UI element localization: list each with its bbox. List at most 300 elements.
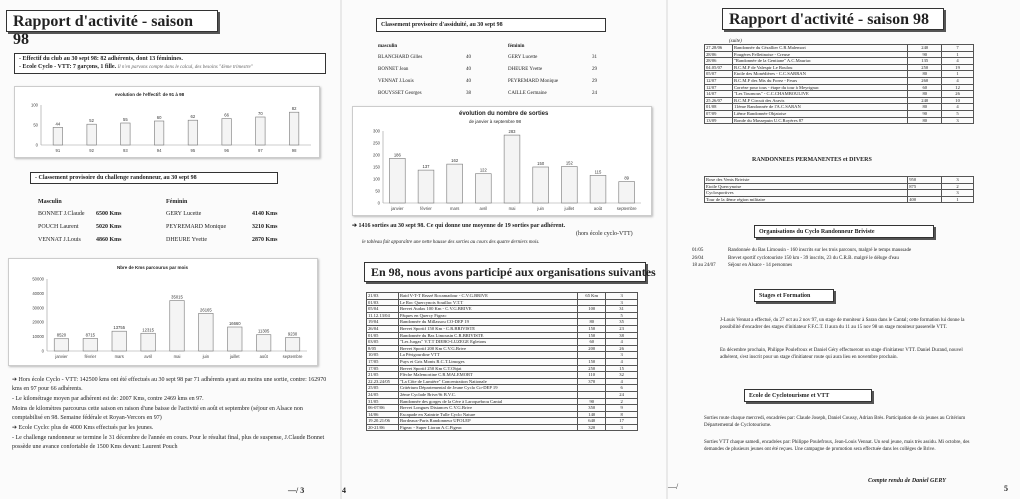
table-cell: 19	[942, 64, 974, 71]
masculin-kms: 6500 Kms	[96, 211, 122, 217]
kms-chart-title: Nbre de Kms parcourus par mois	[117, 265, 189, 270]
y-tick-label: 0	[377, 200, 380, 206]
bar-value-label: 283	[508, 129, 516, 135]
kms-chart	[8, 258, 318, 366]
feminin-label-2: féminin	[508, 44, 525, 49]
bar-value-label: 11305	[257, 328, 270, 334]
bar	[83, 338, 97, 351]
table-cell: Tour de la 4ème région militaire	[705, 196, 908, 203]
masculin-name: BONNET J.Claude	[38, 211, 85, 217]
cyclo-desc: Brevet sportif cyclotouriste 150 km - 39 inscrits, 23 du C.R.B. malgré le déluge d'eau	[728, 255, 899, 261]
bar-value-label: 62	[190, 114, 196, 120]
x-tick-label: avril	[479, 206, 488, 211]
bar	[447, 164, 463, 203]
sorties-note: (hors école cyclo-VTT)	[576, 231, 633, 237]
table-cell: 80	[908, 104, 942, 111]
table-cell: Randonnée du Cézallier C.R.Malemort	[732, 45, 907, 52]
bar-value-label: 13755	[113, 325, 126, 331]
bar-value-label: 55	[123, 117, 128, 122]
bar-value-label: 137	[422, 164, 430, 170]
assiduite-masculin-count: 38	[466, 91, 471, 96]
y-tick-label: 50000	[32, 276, 44, 282]
table-cell: 28/06	[705, 58, 733, 65]
bar	[188, 120, 197, 145]
bar	[619, 182, 635, 203]
bullet-item: Moins de kilomètres parcourus cette saison en raison d'une baisse de l'activité en août et septembre (séjour en Alsace non comptabilisé en 98. Semaine fédérale et Royan-Vercors en 97)	[12, 406, 303, 421]
y-tick-label: 250	[373, 140, 380, 146]
masculin-name: POUCH Laurent	[38, 224, 79, 230]
cyclo-title: Organisations du Cyclo Randonneur Briviste	[759, 229, 875, 235]
table-cell: 07/09	[705, 110, 733, 117]
table-cell: "Les Jurgas" V.T.T DIEBO-LUZEGE Egletons	[398, 339, 577, 346]
x-tick-label: juillet	[230, 354, 240, 359]
assiduite-feminin-name: DHEURE Yvette	[508, 67, 543, 72]
ecole-p1: Sorties route chaque mercredi, encadrées par: Claude Joseph, Daniel Coussy, Adrian Brès. Participation de six jeunes au Critérium Départemental de Cyclotourisme.	[704, 416, 966, 428]
table-cell: 8/05	[367, 345, 399, 352]
table-cell: 19/04	[367, 319, 399, 326]
stages-box	[754, 289, 834, 302]
page-3	[0, 0, 340, 499]
bar-value-label: 44	[55, 121, 61, 127]
bar-value-label: 26165	[200, 307, 212, 313]
x-tick-label: juin	[202, 354, 210, 359]
table-cell: 100	[578, 306, 606, 313]
perm-table	[704, 176, 974, 203]
table-row	[367, 411, 638, 418]
bar-value-label: 12315	[142, 327, 154, 333]
table-cell: 25.26/07	[705, 97, 733, 104]
y-tick-label: 150	[373, 164, 380, 170]
table-row	[367, 405, 638, 412]
table-row	[367, 339, 638, 346]
x-tick-label: janvier	[391, 206, 404, 211]
table-cell: 4	[606, 358, 638, 365]
table-cell: 26	[942, 91, 974, 98]
cyclo-date: 18 au 24/07	[692, 263, 716, 268]
bar-value-label: 66	[224, 112, 229, 118]
effectif-chart-title: evolution de l'effectif: de 91 à 98	[115, 92, 185, 97]
table-cell: B.C.M.F Circuit des Aravis	[732, 97, 907, 104]
stages-p1: J-Louis Vennat a effectué, du 27 oct au 2 nov 97, un stage de moniteur à Saran dans le Cantal; cette formation lui donne la possibilité d'encadrer des stages d'initiateur F.F.C.T. Il aura du 11 au 15 nov 98 un stage moniteur passerelle VTT.	[720, 318, 965, 330]
x-tick-label: janvier	[55, 354, 68, 359]
assiduite-masculin-name: BOUYSSET Georges	[378, 91, 422, 96]
table-cell: Brevet Longues Distances C.V.G.Brive	[398, 405, 577, 412]
table-cell: 3	[606, 424, 638, 431]
masculin-label-2: masculin	[378, 44, 398, 49]
table-row	[367, 391, 638, 398]
table-cell: 12/07	[705, 84, 733, 91]
sorties-chart-svg	[353, 107, 653, 217]
table-row	[705, 51, 974, 58]
table-cell: 26/04	[367, 325, 399, 332]
x-tick-label: 97	[258, 148, 263, 153]
table-cell: Corrèze pour tous - étape du tour à Meyrignac	[732, 84, 907, 91]
ecole-line: - Ecole Cyclo - VTT: 7 garçons, 1 fille. Il n'en parvons compte dans le calcul, des besoins "4ème trimestre"	[19, 64, 253, 70]
table-cell: 3	[942, 117, 974, 124]
table-cell: Brevet Sportif 150 Km - C.R.BRIVISTE	[398, 325, 577, 332]
masculin-kms: 5020 Kms	[96, 224, 122, 230]
table-cell: 1	[942, 51, 974, 58]
assiduite-feminin-name: GERY Lucette	[508, 55, 538, 60]
table-row	[367, 312, 638, 319]
orga-table-2	[704, 44, 974, 124]
table-cell: 9	[606, 405, 638, 412]
bar-value-label: 52	[89, 118, 94, 124]
stages-p2: En décembre prochain, Philippe Poulefroux et Daniel Géry effectueront un stage d'initiateur VTT. Daniel Durand, nouvel adhérent, s'est inscrit pour un stage d'initiateur route qui aura lieu en novembre prochain.	[720, 348, 963, 360]
cyclo-list	[692, 248, 992, 271]
table-cell: 03/05	[367, 339, 399, 346]
feminin-kms: 4140 Kms	[252, 211, 278, 217]
table-row	[367, 378, 638, 385]
table-cell	[578, 299, 606, 306]
x-tick-label: 95	[190, 148, 196, 153]
table-cell: 640	[578, 418, 606, 425]
assiduite-masculin-count: 40	[466, 67, 471, 72]
table-row	[367, 385, 638, 392]
challenge-box	[30, 172, 278, 184]
table-cell: Flèche Malemortine C.R.MALEMORT	[398, 372, 577, 379]
table-cell: 4	[942, 58, 974, 65]
bar-value-label: 8715	[85, 332, 95, 338]
table-cell: 32	[606, 372, 638, 379]
table-row	[367, 306, 638, 313]
bar	[53, 127, 62, 145]
table-row	[705, 58, 974, 65]
feminin-kms: 3210 Kms	[252, 224, 278, 230]
bar-value-label: 70	[258, 111, 263, 116]
page-title-5: Rapport d'activité - saison 98 (suite)	[722, 8, 944, 30]
table-cell: 04.05/07	[705, 64, 733, 71]
sorties-text-2: le tableau fait apparaître une nette hausse des sorties au cours des quatre derniers mois.	[362, 240, 540, 245]
table-cell: 21/05	[367, 372, 399, 379]
bar-value-label: 152	[565, 160, 573, 166]
table-cell: 35	[606, 319, 638, 326]
x-tick-label: 94	[156, 148, 162, 153]
bar-value-label: 186	[393, 152, 401, 158]
table-cell: 17/05	[367, 358, 399, 365]
bar	[561, 167, 577, 203]
table-cell: Figeac - Super Lioran A.C.Figeac	[398, 424, 577, 431]
cyclo-row	[692, 256, 992, 263]
bar	[256, 335, 270, 351]
table-cell: 15	[606, 365, 638, 372]
page-number-5: 5	[1004, 484, 1008, 493]
masculin-name: VENNAT J.Louis	[38, 237, 81, 243]
table-cell: 150	[578, 332, 606, 339]
cyclo-box	[754, 225, 934, 238]
x-tick-label: juin	[537, 206, 544, 211]
cyclo-row	[692, 248, 992, 255]
table-cell: Puys et Gris Monts R.C.T.Limoges	[398, 358, 577, 365]
page-number: —/ 3	[288, 486, 305, 495]
table-cell: Raid V-T-T Rezzé Rocamadour - C.V.G.BRIVE	[398, 293, 577, 300]
bar	[289, 112, 298, 145]
table-cell: 24/05	[367, 391, 399, 398]
ecole-title: Ecole de Cyclotourisme et VTT	[749, 393, 830, 399]
table-cell: Randonnée du Bas Limousin C.R.BRIVISTE	[398, 332, 577, 339]
table-row	[705, 77, 974, 84]
bar	[504, 135, 520, 203]
table-row	[705, 45, 974, 52]
feminin-kms: 2870 Kms	[252, 237, 278, 243]
table-row	[367, 372, 638, 379]
table-cell: 01/08	[705, 104, 733, 111]
bar	[199, 313, 213, 351]
cyclo-date: 26/04	[692, 255, 704, 261]
y-tick-label: 100	[31, 102, 38, 108]
x-tick-label: février	[420, 206, 432, 211]
assiduite-masculin-name: BLANCHARD Gilles	[378, 55, 423, 60]
x-tick-label: septembre	[282, 354, 303, 359]
table-row	[367, 345, 638, 352]
table-cell: 01/05	[367, 332, 399, 339]
table-cell	[578, 352, 606, 359]
table-cell: 26	[606, 345, 638, 352]
table-cell: 22.23.24/05	[367, 378, 399, 385]
table-cell: 4	[606, 339, 638, 346]
x-tick-label: mai	[173, 354, 181, 359]
table-cell	[908, 190, 942, 197]
table-cell: 6	[606, 385, 638, 392]
assiduite-feminin-name: CAILLE Germaine	[508, 91, 547, 96]
table-cell: La Périgourdine VTT	[398, 352, 577, 359]
bar	[170, 301, 184, 351]
table-cell: 31	[606, 306, 638, 313]
table-cell: 80	[908, 71, 942, 78]
table-cell: 17/05	[367, 365, 399, 372]
table-cell: 5	[606, 312, 638, 319]
table-row	[367, 332, 638, 339]
assiduite-feminin-count: 24	[592, 91, 597, 96]
table-cell: Etoile Quercynoise	[705, 183, 908, 190]
table-cell: 1	[942, 71, 974, 78]
table-cell: 400	[908, 196, 942, 203]
table-cell: 14/07	[705, 91, 733, 98]
cyclo-desc: Randonnée du Bas Limousin - 160 inscrits sur les trois parcours, malgré le temps maussade	[728, 248, 912, 253]
y-tick-label: 300	[373, 128, 380, 134]
table-cell: Bordeaux-Paris Randonneur UFOLEP	[398, 418, 577, 425]
bar	[389, 158, 405, 203]
club-box	[14, 53, 326, 74]
bar-value-label: 122	[479, 167, 487, 173]
challenge-title: - Classement provisoire du challenge randonneur, au 30 sept 98	[35, 175, 197, 181]
assiduite-masculin-name: VENNAT J.Louis	[378, 79, 414, 84]
table-cell: 4	[942, 77, 974, 84]
table-cell: 875	[908, 183, 942, 190]
assiduite-masculin-name: BONNET Jean	[378, 67, 409, 72]
table-cell: 7	[942, 45, 974, 52]
bar	[533, 167, 549, 203]
y-tick-label: 50	[375, 188, 380, 194]
x-tick-label: 91	[55, 148, 61, 153]
bar-value-label: 9230	[287, 331, 298, 337]
table-cell: 250	[578, 365, 606, 372]
sorties-chart-subtitle: de janvier à septembre 98	[469, 119, 522, 124]
kms-chart-svg	[9, 259, 319, 367]
table-row	[705, 183, 974, 190]
x-tick-label: mars	[450, 206, 460, 211]
table-cell: 240	[908, 97, 942, 104]
sorties-chart	[352, 106, 652, 216]
table-cell: 3	[942, 177, 974, 184]
table-cell: 12	[942, 84, 974, 91]
table-cell: 4	[606, 378, 638, 385]
page-4	[342, 0, 666, 499]
table-cell: 90	[908, 110, 942, 117]
bar	[228, 327, 242, 351]
table-cell: 950	[908, 177, 942, 184]
table-cell: 60	[908, 84, 942, 91]
table-cell: 17	[606, 418, 638, 425]
table-cell: 4	[942, 104, 974, 111]
cyclo-date: 01/05	[692, 248, 704, 253]
table-cell: 23	[606, 325, 638, 332]
masculin-kms: 4860 Kms	[96, 237, 122, 243]
table-cell: 250	[908, 64, 942, 71]
table-cell: Brevet Audax 100 Km - C.V.G.BRIVE	[398, 306, 577, 313]
table-row	[705, 71, 974, 78]
table-row	[367, 293, 638, 300]
bar-value-label: 150	[537, 161, 545, 166]
table-row	[367, 299, 638, 306]
table-row	[367, 319, 638, 326]
table-cell	[578, 391, 606, 398]
bar	[112, 331, 126, 351]
bar-value-label: 89	[624, 175, 630, 181]
bar	[418, 170, 434, 203]
effectif-chart-svg	[15, 87, 321, 159]
table-cell: 10/05	[367, 352, 399, 359]
table-cell: 10	[942, 97, 974, 104]
table-row	[705, 196, 974, 203]
y-tick-label: 0	[35, 142, 38, 148]
y-tick-label: 50	[33, 122, 38, 128]
page-title: Rapport d'activité - saison 98	[6, 10, 218, 32]
x-tick-label: mai	[508, 206, 516, 211]
table-cell: 65 Km	[578, 293, 606, 300]
table-cell: "La Côte de Lumière" Concentration Nationale	[398, 378, 577, 385]
page-mark: —/	[668, 482, 679, 491]
table-cell: 11.12.13/04	[367, 312, 399, 319]
table-cell: 24	[606, 391, 638, 398]
table-cell: 3	[606, 293, 638, 300]
effectif-chart	[14, 86, 320, 158]
bar-value-label: 115	[594, 169, 602, 175]
bar-value-label: 8520	[56, 332, 67, 338]
assiduite-masculin-count: 40	[466, 79, 471, 84]
x-tick-label: 96	[224, 148, 229, 153]
table-cell: Ronde du Massepuin U.C.Royères 87	[732, 117, 907, 124]
assiduite-feminin-name: PEYREMARD Monique	[508, 79, 559, 84]
assiduite-title: Classement provisoire d'assiduité, au 30 sept 98	[381, 22, 503, 28]
table-cell: 370	[578, 378, 606, 385]
orga-box	[364, 262, 656, 282]
table-cell: 240	[908, 45, 942, 52]
ecole-p2: Sorties VTT chaque samedi, encadrées par: Philippe Poulefroux, Jean-Louis Vennat. Un seul jeune, mais très assidu. Mi octobre, des demandes de plusieurs jeunes ont été reçues. Une campagne de promotion sera effectuée dans les collèges de Brive.	[704, 440, 970, 452]
table-cell: Brevet Sportif 200 Km C.V.G.Brive	[398, 345, 577, 352]
table-cell: 25/05	[367, 385, 399, 392]
sorties-chart-title: évolution du nombre de sorties	[459, 111, 549, 117]
x-tick-label: 92	[89, 148, 94, 153]
table-cell: 200	[578, 345, 606, 352]
table-cell: 38	[606, 332, 638, 339]
table-cell: "Randonnée de la Gentiane" A.C.Mauriac	[732, 58, 907, 65]
table-cell: 2	[942, 183, 974, 190]
bullet-item: - Le kilométrage moyen par adhérent est de: 2007 Kms, contre 2469 kms en 97.	[12, 396, 204, 402]
bar	[256, 117, 265, 145]
bar	[222, 119, 231, 145]
table-cell: Cyclosportives	[705, 190, 908, 197]
assiduite-feminin-count: 31	[592, 55, 597, 60]
effectif-line: - Effectif du club au 30 sept 98: 82 adhérents, dont 13 féminines.	[19, 56, 183, 62]
sorties-text: ➔ 1416 sorties au 30 sept 98. Ce qui donne une moyenne de 19 sorties par adhérent.	[352, 223, 566, 229]
x-tick-label: février	[84, 354, 97, 359]
x-tick-label: août	[593, 206, 603, 211]
table-cell: 01/03	[367, 299, 399, 306]
cyclo-desc: Séjour en Alsace - 14 personnes	[728, 263, 793, 268]
bar	[54, 339, 68, 351]
table-cell: 12/07	[705, 77, 733, 84]
table-cell: Fougères Felletinoise - Creuse	[732, 51, 907, 58]
bar-value-label: 16660	[228, 321, 241, 327]
feminin-name: GERY Lucette	[166, 211, 202, 217]
table-cell: 3	[606, 352, 638, 359]
table-cell: Rose des Vents Briviste	[705, 177, 908, 184]
table-row	[705, 104, 974, 111]
table-row	[367, 398, 638, 405]
bar	[87, 124, 96, 145]
x-tick-label: avril	[144, 354, 152, 359]
table-cell: 13/09	[705, 117, 733, 124]
table-cell: 05/04	[367, 306, 399, 313]
feminin-name: PEYREMARD Monique	[166, 224, 227, 230]
stages-title: Stages et Formation	[759, 293, 811, 299]
table-cell	[578, 385, 606, 392]
table-row	[705, 190, 974, 197]
table-cell: 110	[578, 372, 606, 379]
table-row	[705, 64, 974, 71]
bar-value-label: 60	[156, 115, 162, 120]
table-cell: 21/03	[367, 293, 399, 300]
table-cell: 28/06	[705, 51, 733, 58]
page-5	[668, 0, 1020, 499]
table-cell: 80	[578, 319, 606, 326]
masculin-label: Masculin	[38, 199, 62, 205]
table-cell: 150	[578, 358, 606, 365]
table-cell: 20-21/06	[367, 424, 399, 431]
table-cell: Randonnée du Millassou CO-DEP 19	[398, 319, 577, 326]
table-cell: 320	[578, 424, 606, 431]
table-cell: Escapade en Xaintrie Tulle Cyclo Nature	[398, 411, 577, 418]
table-cell: 2	[606, 398, 638, 405]
table-cell: 05/07	[705, 71, 733, 78]
table-cell: 3	[606, 299, 638, 306]
table-cell: 135	[908, 58, 942, 65]
table-row	[705, 97, 974, 104]
bar	[141, 333, 155, 351]
table-row	[705, 177, 974, 184]
table-row	[367, 358, 638, 365]
bar	[285, 338, 299, 351]
bar	[121, 123, 130, 145]
bar-value-label: 35015	[171, 294, 183, 300]
table-row	[367, 418, 638, 425]
table-cell: 90	[908, 51, 942, 58]
x-tick-label: août	[259, 354, 268, 359]
orga-title: En 98, nous avons participé aux organisations suivantes	[371, 265, 656, 279]
table-row	[367, 365, 638, 372]
table-cell: Etoile des Monédières - C.C.SARRAN	[732, 71, 907, 78]
